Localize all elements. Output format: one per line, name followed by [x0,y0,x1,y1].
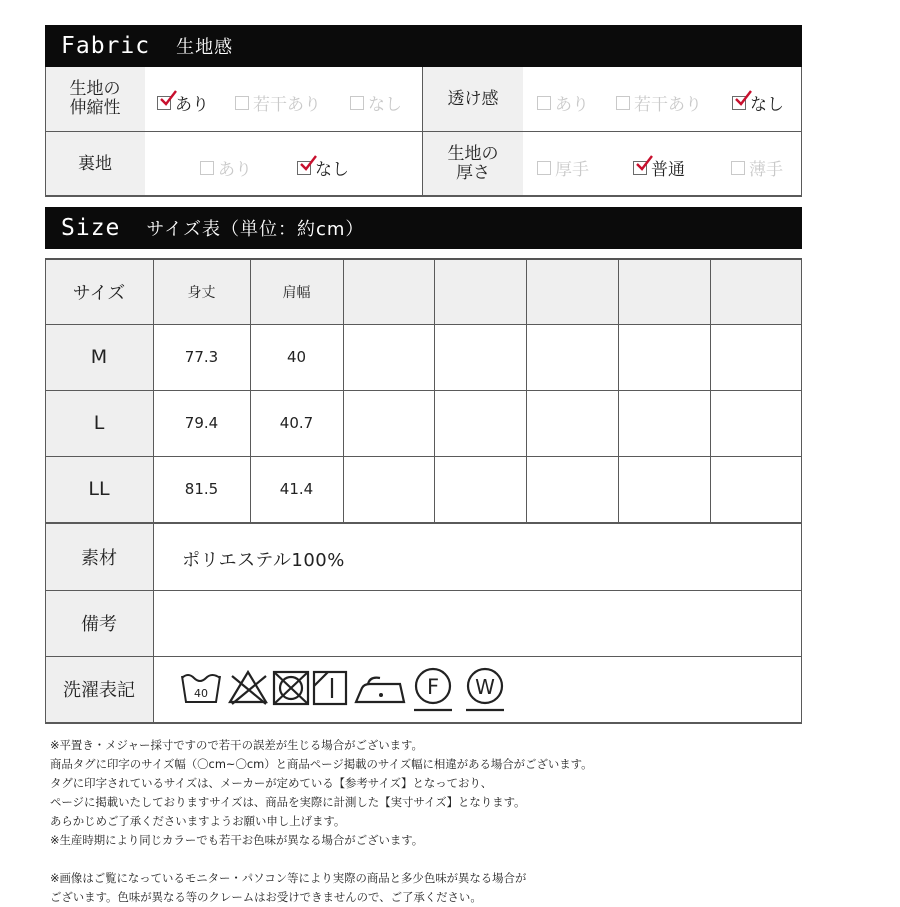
note-line: ページに掲載いたしておりますサイズは、商品を実際に計測した【実寸サイズ】となります。 [50,795,526,809]
fabric-header-en: Fabric [61,33,151,59]
fabric-header [45,25,802,67]
thickness-option-thick: 厚手 [537,155,589,180]
stretch-option-yes: あり [157,90,209,115]
col-header-shoulder: 肩幅 [282,285,311,301]
checkbox-unchecked-icon [537,161,551,175]
checkbox-unchecked-icon [616,96,630,110]
note-line: ※生産時期により同じカラーでも若干お色味が異なる場合がございます。 [50,833,424,847]
transparency-option-no: なし [732,90,784,115]
stretch-label-line2: 伸縮性 [69,98,121,118]
checkbox-checked-icon [297,161,311,175]
table-cell-length: 79.4 [184,414,219,432]
table-cell-shoulder: 41.4 [279,480,314,498]
table-cell-shoulder: 40 [286,348,307,366]
size-header [45,207,802,249]
care-label: 洗濯表記 [63,680,135,701]
table-row-size: LL [45,456,153,522]
note-line: 商品タグに印字のサイズ幅（〇cm~〇cm）と商品ページ掲載のサイズ幅に相違がある場合がございます。 [50,757,593,771]
wet-clean-letter: W [475,675,495,699]
transparency-option-slight: 若干あり [616,90,702,115]
size-header-en: Size [61,215,121,241]
checkbox-checked-icon [633,161,647,175]
thickness-label-line1: 生地の [447,144,499,164]
lining-label: 裏地 [45,132,145,196]
note-line [50,850,800,869]
checkbox-unchecked-icon [350,96,364,110]
size-table [45,258,802,722]
lining-option-no: なし [297,155,349,180]
thickness-label [423,132,523,196]
table-row-size: L [45,390,153,456]
dry-clean-letter: F [426,675,440,699]
stretch-option-slight: 若干あり [235,90,321,115]
fabric-table [45,67,802,196]
fabric-header-jp: 生地感 [176,37,234,58]
line-dry-icon [314,672,346,704]
stretch-label [45,67,145,131]
checkbox-checked-icon [157,96,171,110]
wash-40-icon [182,675,220,702]
note-line: あらかじめご了承くださいますようお願い申し上げます。 [50,814,346,828]
stretch-label-line1: 生地の [69,79,121,99]
size-header-jp: サイズ表（単位：約cm） [146,219,365,240]
stretch-option-no: なし [350,90,402,115]
note-line: タグに印字されているサイズは、メーカーが定めている【参考サイズ】となっており、 [50,776,493,790]
lining-option-yes: あり [200,155,252,180]
no-bleach-icon [230,672,266,704]
transparency-label: 透け感 [423,67,523,131]
thickness-option-normal: 普通 [633,155,685,180]
material-value: ポリエステル100% [182,550,345,571]
iron-low-icon [356,678,404,702]
thickness-option-thin: 薄手 [731,155,783,180]
table-cell-length: 77.3 [184,348,219,366]
dry-clean-f-icon [414,669,452,710]
checkbox-unchecked-icon [731,161,745,175]
note-line: ※平置き・メジャー採寸ですので若干の誤差が生じる場合がございます。 [50,738,423,752]
table-row-size: M [45,324,153,390]
remarks-label: 備考 [81,614,117,635]
transparency-option-yes: あり [537,90,589,115]
col-header-size: サイズ [72,283,126,304]
care-icons [180,666,530,714]
notes [50,736,800,907]
material-label: 素材 [81,548,117,569]
checkbox-unchecked-icon [200,161,214,175]
checkbox-unchecked-icon [537,96,551,110]
table-cell-shoulder: 40.7 [279,414,314,432]
col-header-length: 身丈 [187,285,216,301]
table-cell-length: 81.5 [184,480,219,498]
note-line: ございます。色味が異なる等のクレームはお受けできませんので、ご了承ください。 [50,890,482,904]
thickness-label-line2: 厚さ [456,163,490,183]
wet-clean-w-icon [466,669,504,710]
wash-temp-text: 40 [194,687,208,700]
checkbox-checked-icon [732,96,746,110]
no-tumble-dry-icon [274,672,308,704]
note-line: ※画像はご覧になっているモニター・パソコン等により実際の商品と多少色味が異なる場合が [50,871,527,885]
checkbox-unchecked-icon [235,96,249,110]
